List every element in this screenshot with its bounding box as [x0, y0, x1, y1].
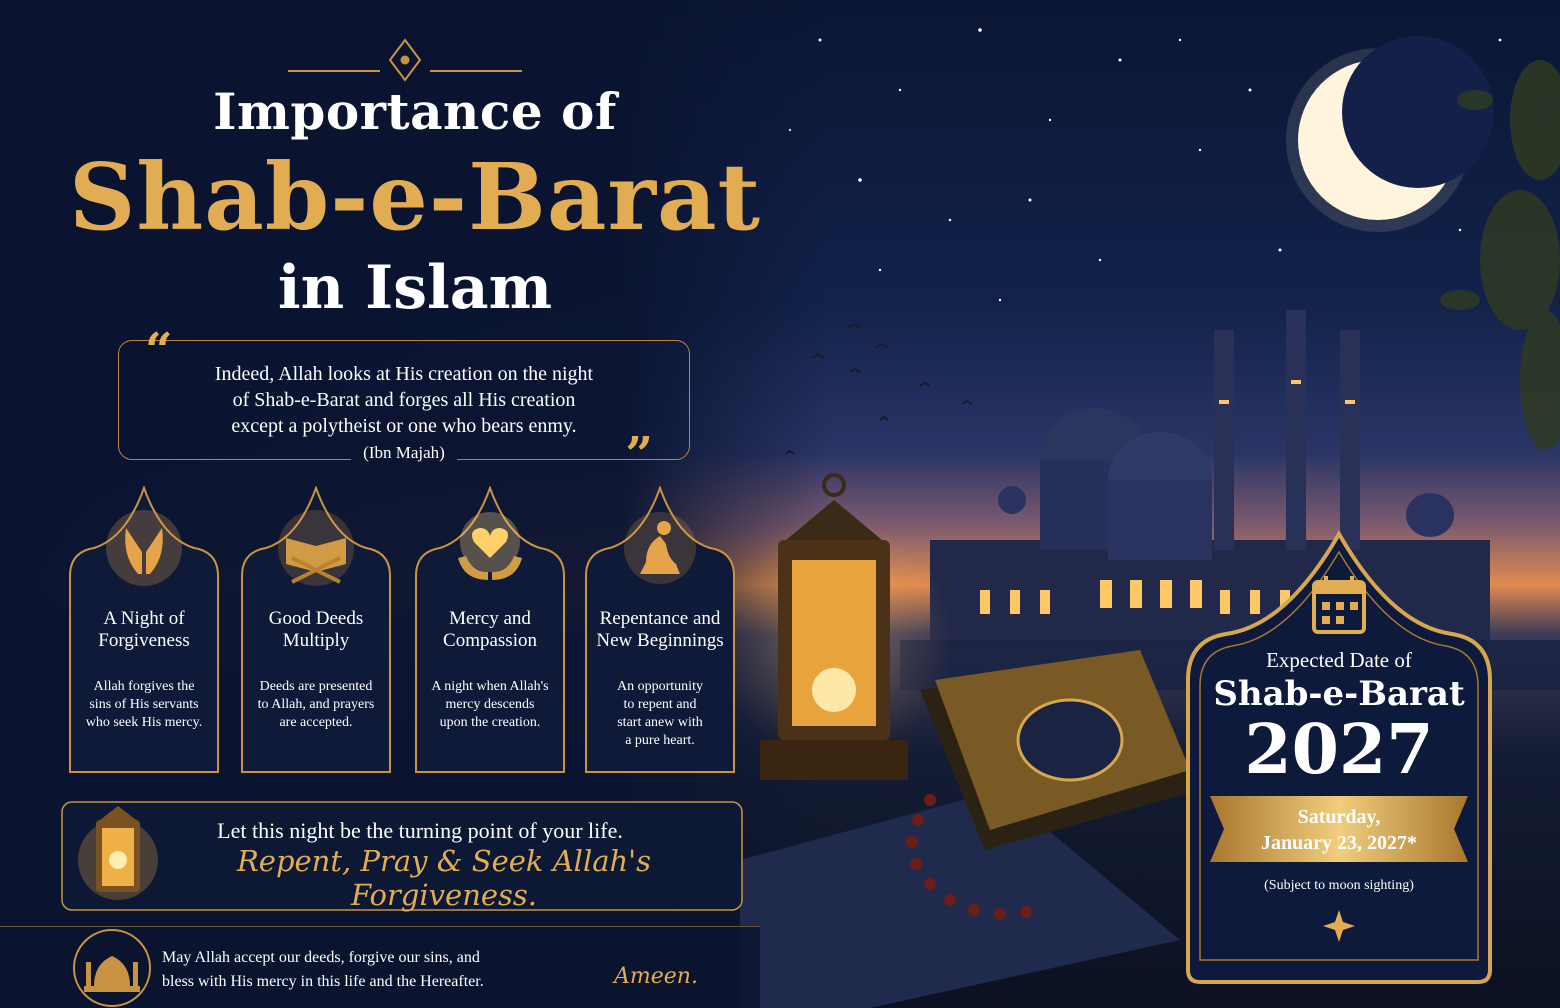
footer	[0, 926, 760, 1008]
expected-date-panel	[1180, 530, 1498, 990]
card-title: A Night of Forgiveness	[98, 608, 190, 651]
card-mercy	[412, 486, 568, 776]
moon-sighting-note: (Subject to moon sighting)	[1264, 878, 1414, 893]
call-to-action-banner	[60, 800, 744, 912]
heart-hands-icon	[450, 508, 530, 588]
quran-book-icon	[276, 508, 356, 588]
card-forgiveness	[66, 486, 222, 776]
card-title: Repentance and New Beginnings	[596, 608, 724, 651]
praying-hands-icon	[104, 508, 184, 588]
quote-source: (Ibn Majah)	[351, 443, 457, 463]
date-year: 2027	[1244, 710, 1434, 790]
card-repentance	[582, 486, 738, 776]
card-description: Allah forgives the sins of His servants who seek His mercy.	[85, 679, 203, 730]
date-event-name: Shab-e-Barat	[1213, 674, 1465, 714]
open-quote-icon: “	[145, 323, 173, 379]
card-description: A night when Allah's mercy descends upon the creation.	[431, 679, 549, 730]
banner-line-2: Repent, Pray & Seek Allah's Forgiveness.	[236, 844, 652, 912]
footer-prayer-text: May Allah accept our deeds, forgive our sins, and bless with His mercy in this life and the Hereafter.	[162, 949, 484, 990]
card-title: Mercy and Compassion	[443, 608, 537, 651]
footer-ameen: Ameen.	[614, 964, 698, 989]
date-label: Expected Date of	[1266, 648, 1412, 672]
banner-line-1: Let this night be the turning point of your life.	[217, 818, 623, 843]
title-line-2: Shab-e-Barat	[68, 143, 762, 251]
hadith-quote	[118, 323, 690, 483]
card-good-deeds	[238, 486, 394, 776]
card-description: An opportunity to repent and start anew with a pure heart.	[617, 679, 703, 748]
title-line-3: in Islam	[277, 253, 553, 323]
quote-text: Indeed, Allah looks at His creation on the night of Shab-e-Barat and forges all His creation except a polytheist or one who bears enmy.	[214, 363, 594, 437]
card-description: Deeds are presented to Allah, and prayers are accepted.	[257, 679, 375, 730]
date-value: Saturday, January 23, 2027*	[1260, 806, 1418, 854]
title-block	[60, 30, 770, 323]
card-title: Good Deeds Multiply	[268, 608, 364, 651]
prostrating-figure-icon	[620, 508, 700, 588]
close-quote-icon: ”	[625, 427, 653, 483]
title-line-1: Importance of	[213, 82, 617, 141]
